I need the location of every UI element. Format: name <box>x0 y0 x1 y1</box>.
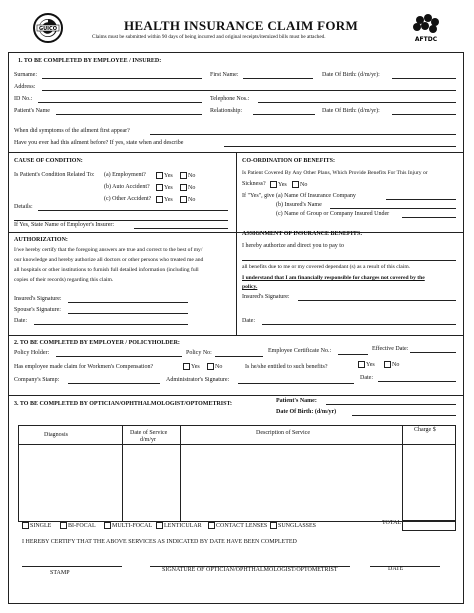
bifocal-checkbox[interactable] <box>60 522 67 529</box>
table-divider <box>180 425 181 521</box>
assign-insured-sig-label: Insured's Signature: <box>242 294 290 300</box>
signature-label: SIGNATURE OF OPTICIAN/OPHTHALMOLOGIST/OPTOMETRIST <box>162 567 338 573</box>
coord-insured-name-field[interactable] <box>330 208 456 209</box>
total-field[interactable] <box>402 520 456 531</box>
details-field-2[interactable] <box>14 220 228 221</box>
employment-yes-checkbox[interactable] <box>156 172 163 179</box>
assign-heading: ASSIGNMENT OF INSURANCE BENEFITS: <box>242 231 363 237</box>
option-single[interactable] <box>22 522 51 530</box>
multifocal-checkbox[interactable] <box>104 522 111 529</box>
patient-dob-field[interactable] <box>392 114 456 115</box>
no-label: No <box>188 196 196 203</box>
divider <box>8 395 463 396</box>
auth-date-label: Date: <box>14 318 27 324</box>
admin-sig-field[interactable] <box>238 383 354 384</box>
coord-question: Is Patient Covered By Any Other Plans, Which Provide Benefits For This Injury or <box>242 170 428 176</box>
relationship-label: Relationship: <box>210 108 242 114</box>
details-field[interactable] <box>38 210 228 211</box>
entitled-no-checkbox[interactable] <box>384 361 391 368</box>
sec3-patient-name-field[interactable] <box>326 404 456 405</box>
entitled-yes-checkbox[interactable] <box>358 361 365 368</box>
coord-no[interactable] <box>292 181 307 189</box>
option-lenticular[interactable] <box>156 522 202 530</box>
divider <box>8 232 463 233</box>
table-divider <box>402 425 403 521</box>
policy-no-field[interactable] <box>215 356 263 357</box>
sec3-dob-label: Date Of Birth: (d/m/yr) <box>276 409 337 415</box>
emp-cert-label: Employee Certificate No.: <box>268 348 332 354</box>
auth-spouse-sig-label: Spouse's Signature: <box>14 307 61 313</box>
stamp-field[interactable] <box>22 566 122 567</box>
assign-text-2: all benefits due to me or my covered dependant (s) as a result of this claim. <box>242 264 411 270</box>
symptoms-field[interactable] <box>150 134 456 135</box>
employment-yes[interactable] <box>156 172 173 180</box>
employment-no-checkbox[interactable] <box>180 172 187 179</box>
sec2-date-label: Date: <box>360 375 373 381</box>
coord-yes-checkbox[interactable] <box>270 181 277 188</box>
company-logo <box>33 12 63 44</box>
yes-label: Yes <box>191 363 200 370</box>
assign-text-4: policy. <box>242 284 258 290</box>
divider <box>236 152 237 335</box>
assign-text-3: I understand that I am financially responsible for charges not covered by the <box>242 275 425 281</box>
surname-field[interactable] <box>42 78 202 79</box>
option-bifocal[interactable] <box>60 522 96 530</box>
option-label: MULTI-FOCAL <box>112 522 153 529</box>
eff-date-label: Effective Date: <box>372 346 409 352</box>
option-label: BI-FOCAL <box>68 522 96 529</box>
assign-text-1: I hereby authorize and direct you to pay to <box>242 243 344 249</box>
employer-insurer-field[interactable] <box>134 228 228 229</box>
auth-heading: AUTHORIZATION: <box>14 237 68 243</box>
cause-heading: CAUSE OF CONDITION: <box>14 158 83 164</box>
auth-date-field[interactable] <box>34 324 188 325</box>
services-table <box>18 425 456 522</box>
first-name-field[interactable] <box>243 78 313 79</box>
stamp-label: STAMP <box>50 570 70 576</box>
left-logo-text: GUICO <box>39 26 57 32</box>
option-label: SINGLE <box>30 522 52 529</box>
yes-label: Yes <box>278 181 287 188</box>
emp-cert-field[interactable] <box>338 354 368 355</box>
coord-yes[interactable] <box>270 181 287 189</box>
employer-insurer-label: If Yes, State Name of Employer's Insurer: <box>14 222 115 228</box>
telephone-label: Telephone Nos.: <box>210 96 250 102</box>
other-yes[interactable] <box>156 196 173 204</box>
no-label: No <box>215 363 223 370</box>
auth-text-3: all hospitals or other institutions to furnish full detailed information (including full <box>14 267 199 273</box>
eff-date-field[interactable] <box>410 352 456 353</box>
assign-payee-field[interactable] <box>242 260 456 261</box>
coord-insured-name-label: (b) Insured's Name <box>276 202 322 208</box>
option-sunglasses[interactable] <box>270 522 316 530</box>
no-label: No <box>188 184 196 191</box>
coord-insurance-field[interactable] <box>386 199 456 200</box>
surname-label: Surname: <box>14 72 37 78</box>
table-divider <box>122 425 123 521</box>
section-1-heading: 1. TO BE COMPLETED BY EMPLOYEE / INSURED: <box>18 58 162 64</box>
coord-no-checkbox[interactable] <box>292 181 299 188</box>
workmens-label: Has employee made claim for Workmen's Compensation? <box>14 364 154 370</box>
workmens-no[interactable] <box>207 363 222 371</box>
contact-lenses-checkbox[interactable] <box>208 522 215 529</box>
yes-label: Yes <box>164 184 173 191</box>
col-charge: Charge $ <box>414 427 436 433</box>
policy-holder-label: Policy Holder: <box>14 350 50 356</box>
option-label: SUNGLASSES <box>278 522 317 529</box>
section-2-heading: 2. TO BE COMPLETED BY EMPLOYER / POLICYHOLDER: <box>14 340 180 346</box>
patient-dob-label: Date Of Birth: (d/m/yr): <box>322 108 380 114</box>
col-date-of-service: Date of Service <box>130 430 168 436</box>
sunglasses-checkbox[interactable] <box>270 522 277 529</box>
sec2-date-field[interactable] <box>378 381 456 382</box>
option-label: CONTACT LENSES <box>216 522 268 529</box>
ever-had-label: Have you ever had this ailment before? If yes, state when and describe <box>14 140 184 146</box>
sec3-dob-field[interactable] <box>352 415 456 416</box>
other-yes-checkbox[interactable] <box>156 196 163 203</box>
coord-group-label: (c) Name of Group or Company Insured Under <box>276 211 390 217</box>
company-stamp-label: Company's Stamp: <box>14 377 60 383</box>
auto-no[interactable] <box>180 184 195 192</box>
coord-insurance-label: If "Yes", give (a) Name Of Insurance Company <box>242 193 356 199</box>
company-stamp-field[interactable] <box>68 383 160 384</box>
cause-auto: (b) Auto Accident? <box>104 184 150 190</box>
single-checkbox[interactable] <box>22 522 29 529</box>
cause-other: (c) Other Accident? <box>104 196 152 202</box>
cause-question: Is Patient's Condition Related To: <box>14 172 95 178</box>
workmens-yes-checkbox[interactable] <box>183 363 190 370</box>
symptoms-label: When did symptoms of the ailment first appear? <box>14 128 130 134</box>
details-label: Details: <box>14 204 33 210</box>
auto-yes[interactable] <box>156 184 173 192</box>
yes-label: Yes <box>164 172 173 179</box>
col-diagnosis: Diagnosis <box>44 432 68 438</box>
assign-date-label: Date: <box>242 318 255 324</box>
auth-text-1: I/we hereby certify that the foregoing answers are true and correct to the best of my/ <box>14 247 203 253</box>
table-header-divider <box>18 444 455 445</box>
dob-label: Date Of Birth: (d/m/yr): <box>322 72 380 78</box>
coord-group-field[interactable] <box>402 217 456 218</box>
dob-field[interactable] <box>392 78 456 79</box>
first-name-label: First Name: <box>210 72 239 78</box>
yes-label: Yes <box>164 196 173 203</box>
form-subtitle: Claims must be submitted within 90 days of being incurred and original receipts/itemized bills must be attached. <box>92 34 326 40</box>
coord-question-2: Sickness? <box>242 181 266 187</box>
workmens-yes[interactable] <box>183 363 200 371</box>
right-logo-text: AFTDC <box>414 36 438 43</box>
telephone-field[interactable] <box>258 102 456 103</box>
assign-date-field[interactable] <box>262 324 456 325</box>
relationship-field[interactable] <box>253 114 315 115</box>
association-logo <box>408 12 444 44</box>
assign-insured-sig-field[interactable] <box>298 300 456 301</box>
section-3-heading: 3. TO BE COMPLETED BY OPTICIAN/OPHTHALMOLOGIST/OPTOMETRIST: <box>14 401 233 407</box>
no-label: No <box>188 172 196 179</box>
date-label: DATE <box>388 566 404 572</box>
col-date-format: d/m/yr <box>140 437 156 443</box>
policy-no-label: Policy No: <box>186 350 212 356</box>
id-no-label: ID No.: <box>14 96 33 102</box>
yes-label: Yes <box>366 361 375 368</box>
option-label: LENTICULAR <box>164 522 202 529</box>
auth-text-2: our knowledge and hereby authorize all doctors or other persons who treated me and <box>14 257 204 263</box>
total-label: TOTAL <box>382 520 402 526</box>
cause-employment: (a) Employment? <box>104 172 146 178</box>
auth-text-4: copies of their records) regarding this claim. <box>14 277 114 283</box>
address-field[interactable] <box>42 90 456 91</box>
option-contact-lenses[interactable] <box>208 522 267 530</box>
form-title: HEALTH INSURANCE CLAIM FORM <box>124 18 359 33</box>
admin-sig-label: Administrator's Signature: <box>166 377 230 383</box>
no-label: No <box>392 361 400 368</box>
policy-holder-field[interactable] <box>56 356 182 357</box>
date-field[interactable] <box>370 566 440 567</box>
auto-no-checkbox[interactable] <box>180 184 187 191</box>
entitled-no[interactable] <box>384 361 399 369</box>
other-no[interactable] <box>180 196 195 204</box>
id-no-field[interactable] <box>38 102 202 103</box>
divider <box>8 335 463 336</box>
lenticular-checkbox[interactable] <box>156 522 163 529</box>
workmens-no-checkbox[interactable] <box>207 363 214 370</box>
address-label: Address: <box>14 84 36 90</box>
entitled-label: Is he/she entitled to such benefits? <box>245 364 328 370</box>
auth-spouse-sig-field[interactable] <box>68 313 188 314</box>
col-description: Description of Service <box>256 430 310 436</box>
ever-had-field[interactable] <box>224 146 456 147</box>
entitled-yes[interactable] <box>358 361 375 369</box>
other-no-checkbox[interactable] <box>180 196 187 203</box>
auto-yes-checkbox[interactable] <box>156 184 163 191</box>
patient-name-field[interactable] <box>56 114 202 115</box>
employment-no[interactable] <box>180 172 195 180</box>
no-label: No <box>300 181 308 188</box>
coord-heading: CO-ORDINATION OF BENEFITS: <box>242 158 336 164</box>
sec3-patient-name-label: Patient's Name: <box>276 398 317 404</box>
auth-insured-sig-field[interactable] <box>68 302 188 303</box>
patient-name-label: Patient's Name <box>14 108 50 114</box>
certify-statement: I HEREBY CERTIFY THAT THE ABOVE SERVICES AS INDICATED BY DATE HAVE BEEN COMPLETED <box>22 539 297 545</box>
auth-insured-sig-label: Insured's Signature: <box>14 296 62 302</box>
option-multifocal[interactable] <box>104 522 152 530</box>
